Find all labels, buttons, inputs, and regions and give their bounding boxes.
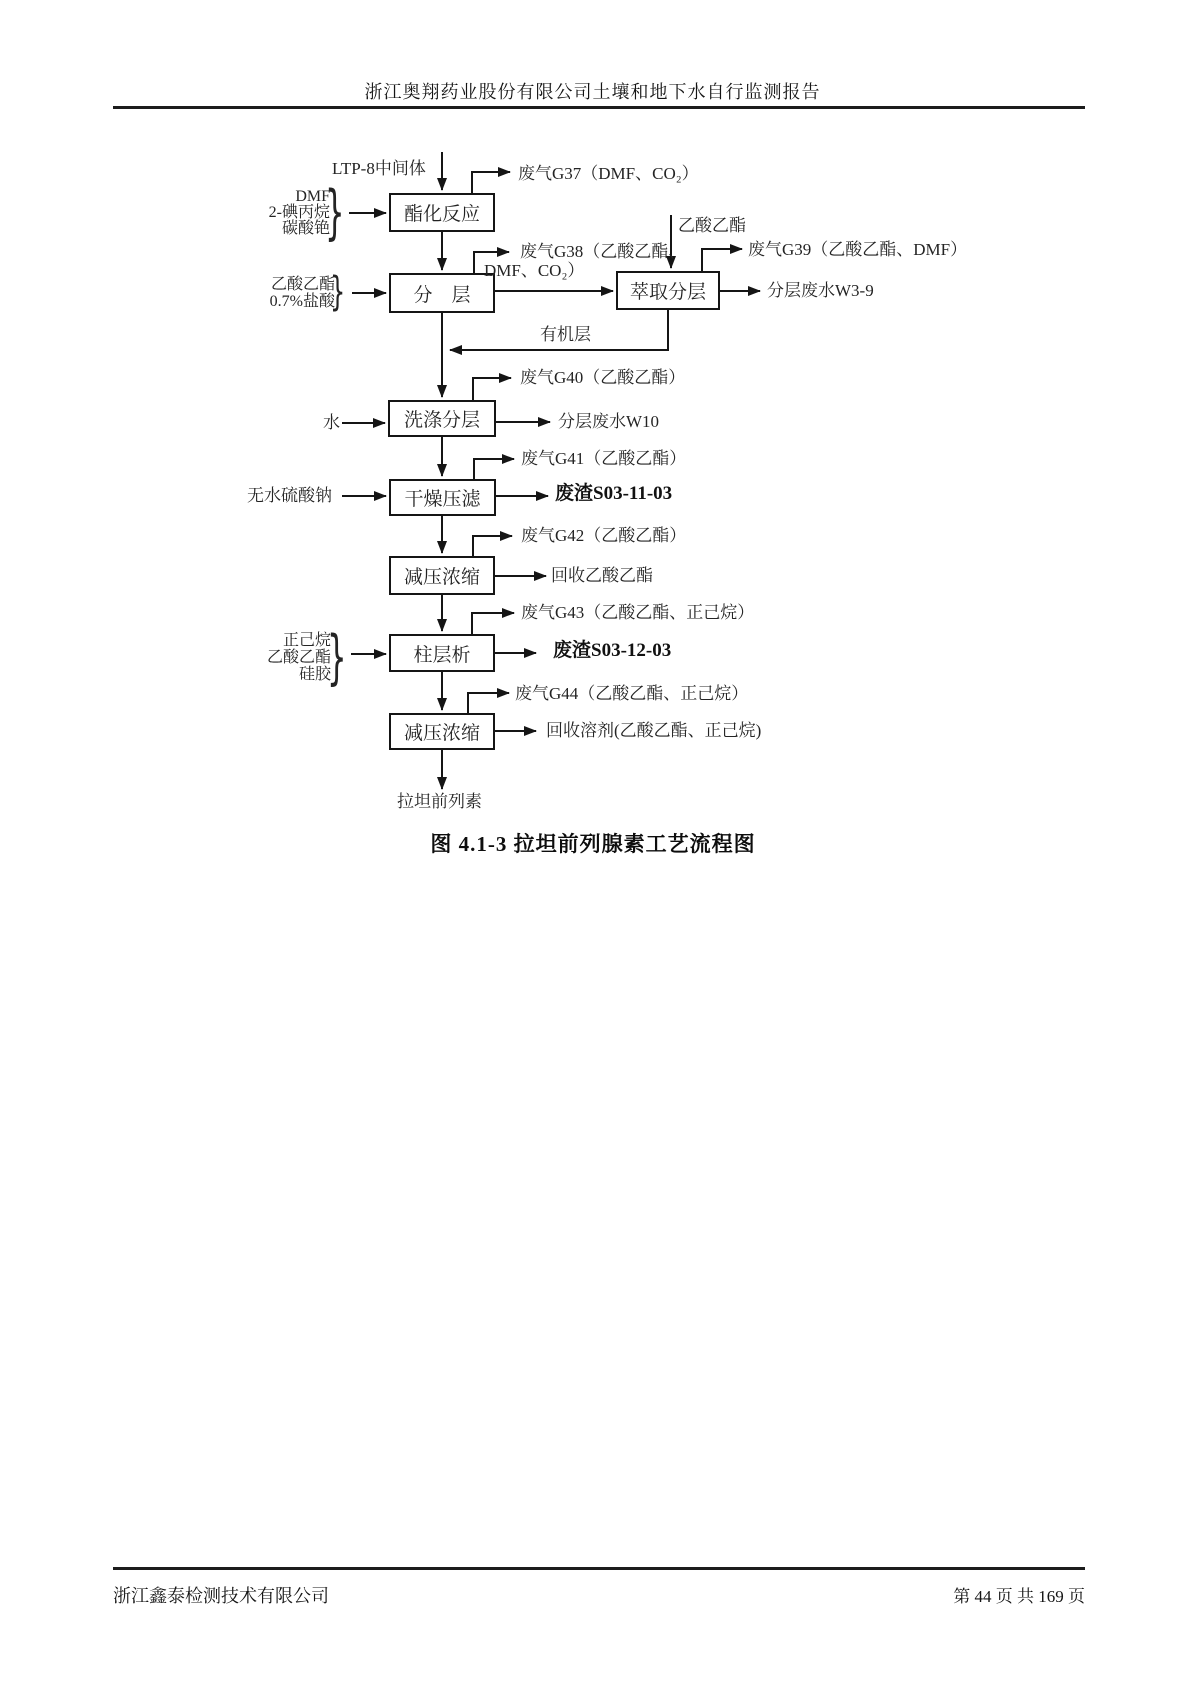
process-box-column: 柱层析 [389, 634, 495, 672]
input-group3 [245, 632, 331, 683]
arrow-g43 [472, 613, 514, 634]
input-group1-cesium-carbonate: 碳酸铯 [281, 220, 330, 237]
input-group2-ethyl-acetate: 乙酸乙酯 [270, 276, 335, 293]
wastewater-w3-9-label: 分层废水W3-9 [767, 281, 874, 300]
wastewater-w10-label: 分层废水W10 [558, 412, 660, 431]
input-group3-ethyl-acetate: 乙酸乙酯 [266, 649, 331, 666]
arrow-g37 [472, 172, 510, 193]
offgas-g44-label: 废气G44（乙酸乙酯、正己烷） [515, 684, 749, 703]
arrow-g39 [702, 249, 742, 271]
arrow-g42 [473, 536, 512, 556]
figure-caption: 图 4.1-3 拉坦前列腺素工艺流程图 [430, 832, 756, 856]
header-rule [113, 106, 1085, 109]
process-box-concentration1: 减压浓缩 [389, 556, 495, 595]
input-group1-iodopropane: 2-碘丙烷 [268, 204, 330, 221]
input-group1-brace: } [325, 178, 345, 247]
residue-s03-12-03-label: 废渣S03-12-03 [553, 640, 672, 661]
offgas-g40-label: 废气G40（乙酸乙酯） [520, 368, 686, 387]
input-group3-brace: } [327, 623, 347, 692]
process-box-layering: 分 层 [389, 273, 495, 313]
arrow-g41 [474, 459, 514, 479]
footer-company: 浙江鑫泰检测技术有限公司 [113, 1586, 329, 1606]
offgas-g39-label: 废气G39（乙酸乙酯、DMF） [748, 240, 968, 259]
input-ltp8-label: LTP-8中间体 [332, 159, 426, 178]
input-group2-brace: } [330, 269, 346, 315]
offgas-g43-label: 废气G43（乙酸乙酯、正己烷） [521, 603, 755, 622]
input-group1 [240, 189, 330, 237]
offgas-g37-label: 废气G37（DMF、CO₂） [518, 164, 699, 183]
arrow-g40 [473, 378, 511, 400]
footer-page-number: 第 44 页 共 169 页 [953, 1587, 1085, 1606]
input-group3-hexane: 正己烷 [282, 632, 331, 649]
input-group1-dmf: DMF [295, 188, 330, 205]
offgas-g42-label: 废气G42（乙酸乙酯） [521, 526, 687, 545]
organic-layer-label: 有机层 [540, 325, 591, 344]
recycle-solvent-label: 回收溶剂(乙酸乙酯、正己烷) [546, 721, 762, 740]
input-ethyl-acetate-top-label: 乙酸乙酯 [678, 216, 746, 235]
process-box-concentration2: 减压浓缩 [389, 713, 495, 750]
product-label: 拉坦前列素 [397, 792, 482, 811]
offgas-g38-label-line1: 废气G38（乙酸乙酯、 [520, 242, 686, 261]
recycle-ethyl-acetate-label: 回收乙酸乙酯 [551, 566, 653, 585]
input-group2 [240, 276, 335, 310]
input-group2-hcl: 0.7%盐酸 [269, 293, 335, 310]
process-box-washing: 洗涤分层 [388, 400, 496, 437]
offgas-g38-label-line2: DMF、CO₂） [484, 261, 585, 280]
process-box-drying: 干燥压滤 [389, 479, 496, 516]
input-sodium-sulfate-label: 无水硫酸钠 [247, 486, 332, 505]
footer-rule [113, 1567, 1085, 1570]
input-group3-silica-gel: 硅胶 [298, 666, 331, 683]
residue-s03-11-03-label: 废渣S03-11-03 [555, 483, 673, 504]
input-water-label: 水 [323, 413, 340, 432]
arrow-g44 [468, 693, 509, 713]
process-box-extraction: 萃取分层 [616, 271, 720, 310]
offgas-g41-label: 废气G41（乙酸乙酯） [521, 449, 687, 468]
process-box-esterification: 酯化反应 [389, 193, 495, 232]
header-title: 浙江奥翔药业股份有限公司土壤和地下水自行监测报告 [364, 82, 821, 102]
